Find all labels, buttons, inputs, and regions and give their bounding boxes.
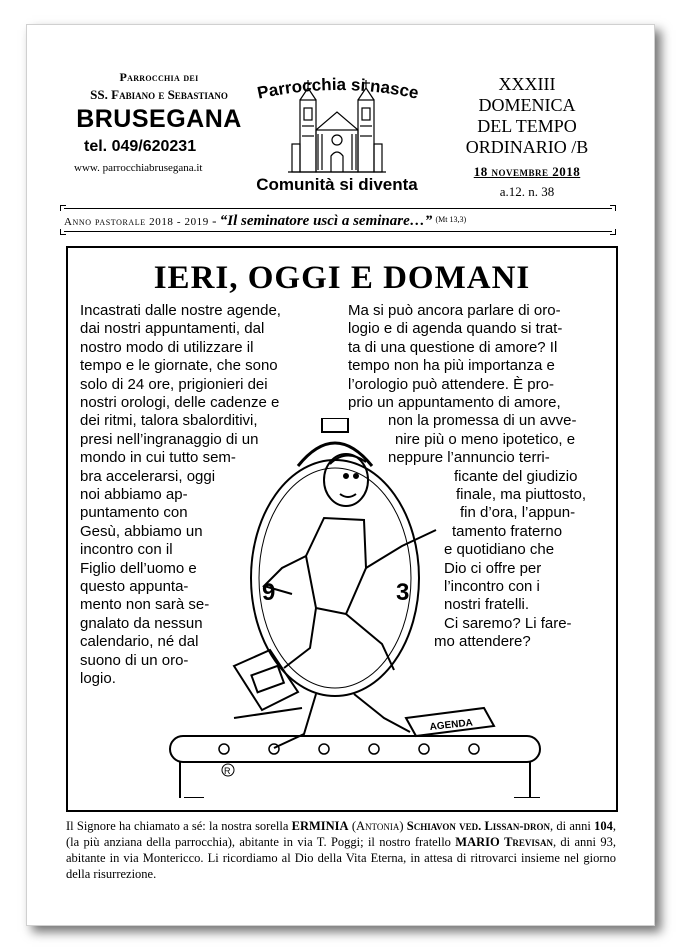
- deceased-name: Antonia: [355, 819, 400, 833]
- article-line: dei ritmi, talora sbalorditivi,: [80, 412, 258, 430]
- parish-info: [74, 70, 244, 174]
- liturgy-info: [448, 74, 606, 200]
- article-line: ta di una questione di amore? Il: [348, 338, 558, 356]
- motto-bottom: Comunità si diventa: [256, 175, 418, 194]
- article-line: fin d’ora, l’appun-: [460, 504, 576, 522]
- article-line: bra accelerarsi, oggi: [80, 467, 216, 485]
- article-line: tempo non ha più importanza e: [348, 357, 555, 375]
- motto-top: [232, 74, 444, 108]
- article-line: ficante del giudizio: [454, 467, 578, 485]
- article-line: tempo e le giornate, che sono: [80, 357, 278, 375]
- article-line: Gesù, abbiamo un: [80, 522, 203, 540]
- article-line: questo appunta-: [80, 578, 189, 595]
- agenda-label: AGENDA: [429, 717, 474, 733]
- parish-name: BRUSEGANA: [76, 105, 242, 133]
- deceased-name: MARIO: [455, 835, 500, 849]
- parish-phone: tel. 049/620231: [84, 138, 197, 155]
- article-line: Dio ci offre per: [444, 559, 542, 577]
- article-line: l’orologio può attendere. È pro-: [348, 375, 554, 393]
- parish-website: www. parrocchiabrusegana.it: [74, 162, 203, 174]
- pastoral-year: Anno pastorale 2018 - 2019: [64, 216, 209, 228]
- article-line: incontro con il: [80, 541, 173, 559]
- article-line: nire più o meno ipotetico, e: [395, 430, 576, 448]
- article-line: logio e di agenda quando si trat-: [348, 320, 563, 338]
- parish-line2: SS. Fabiano e Sebastiano: [90, 87, 228, 102]
- banner-corner: [610, 229, 616, 235]
- banner-corner: [610, 205, 616, 211]
- article-line: mondo in cui tutto sem-: [80, 449, 236, 467]
- deceased-name: ERMINIA: [291, 819, 349, 833]
- article-line: neppure l’annuncio terri-: [388, 449, 550, 467]
- obituary-text: , (la più anziana della parrocchia), abitante in via T. Poggi; il nostro fratello: [66, 819, 616, 849]
- article-line: suono di un oro-: [80, 651, 189, 669]
- issue-date: 18 novembre 2018: [473, 164, 581, 179]
- article-line: mento non sarà se-: [80, 596, 210, 614]
- obituary-text: , di anni 93, abitante in via Montericco. Li ricordiamo al Dio della Vita Eterna, in attesa di ritrovarci insieme nel giorno della risurrezione.: [66, 835, 616, 881]
- article-line: Ci saremo? Li fare-: [444, 614, 572, 632]
- article-line: solo di 24 ore, prigionieri dei: [80, 375, 268, 393]
- article-line: nostri orologi, delle cadenze e: [80, 394, 280, 411]
- sunday-line3: ORDINARIO /B: [465, 137, 589, 157]
- article-box: [66, 246, 618, 812]
- obituary-text: (: [348, 819, 356, 833]
- article-line: mo attendere?: [434, 633, 531, 651]
- clock-digit-9: 9: [262, 579, 276, 606]
- article-line: logio.: [80, 670, 116, 687]
- svg-text:Parrocchia si nasce: [256, 75, 421, 103]
- deceased-age: 104: [594, 819, 613, 833]
- article-line: gnalato da nessun: [80, 614, 203, 632]
- banner-corner: [60, 205, 66, 211]
- banner-quote: “Il seminatore uscì a seminare…”: [219, 213, 433, 229]
- banner-reference: (Mt 13,3): [435, 215, 467, 224]
- article-line: Ma si può ancora parlare di oro-: [348, 302, 561, 319]
- artist-signature: R: [224, 766, 231, 776]
- article-line: e quotidiano che: [444, 541, 555, 559]
- obituary-text: Il Signore ha chiamato a sé: la nostra sorella: [66, 819, 292, 833]
- article-line: dai nostri appuntamenti, dal: [80, 320, 265, 338]
- article-line: Incastrati dalle nostre agende,: [80, 302, 281, 319]
- article-title: IERI, OGGI E DOMANI: [153, 260, 531, 296]
- sunday-line1: XXXIII DOMENICA: [478, 74, 576, 115]
- banner-dash: -: [208, 213, 220, 228]
- banner-corner: [60, 229, 66, 235]
- issue-number: a.12. n. 38: [499, 184, 555, 199]
- obituary-text: ): [399, 819, 407, 833]
- article-line: Figlio dell’uomo e: [80, 559, 197, 577]
- deceased-name: Schiavon ved. Lissan-dron: [406, 819, 550, 833]
- article-line: tamento fraterno: [452, 522, 563, 540]
- article-line: noi abbiamo ap-: [80, 486, 188, 503]
- article-line: presi nell’ingranaggio di un: [80, 430, 259, 448]
- article-line: l’incontro con i: [444, 578, 540, 595]
- article-line: calendario, né dal: [80, 633, 199, 651]
- article-line: finale, ma piuttosto,: [456, 486, 587, 503]
- clock-digit-3: 3: [396, 579, 410, 606]
- article-line: nostro modo di utilizzare il: [80, 338, 254, 356]
- article-line: prio un appuntamento di amore,: [348, 394, 561, 411]
- obituary-text: , di anni: [549, 819, 595, 833]
- pastoral-year-banner: [64, 208, 612, 232]
- article-line: non la promessa di un avve-: [388, 412, 577, 430]
- article-line: nostri fratelli.: [444, 596, 530, 614]
- sunday-line2: DEL TEMPO: [477, 116, 577, 136]
- parish-line1: Parrocchia dei: [119, 70, 199, 84]
- motto-top-text: Parrocchia si nasce: [255, 74, 421, 103]
- article-line: puntamento con: [80, 504, 188, 522]
- deceased-name: Trevisan: [504, 835, 553, 849]
- obituary-notice: [66, 818, 616, 882]
